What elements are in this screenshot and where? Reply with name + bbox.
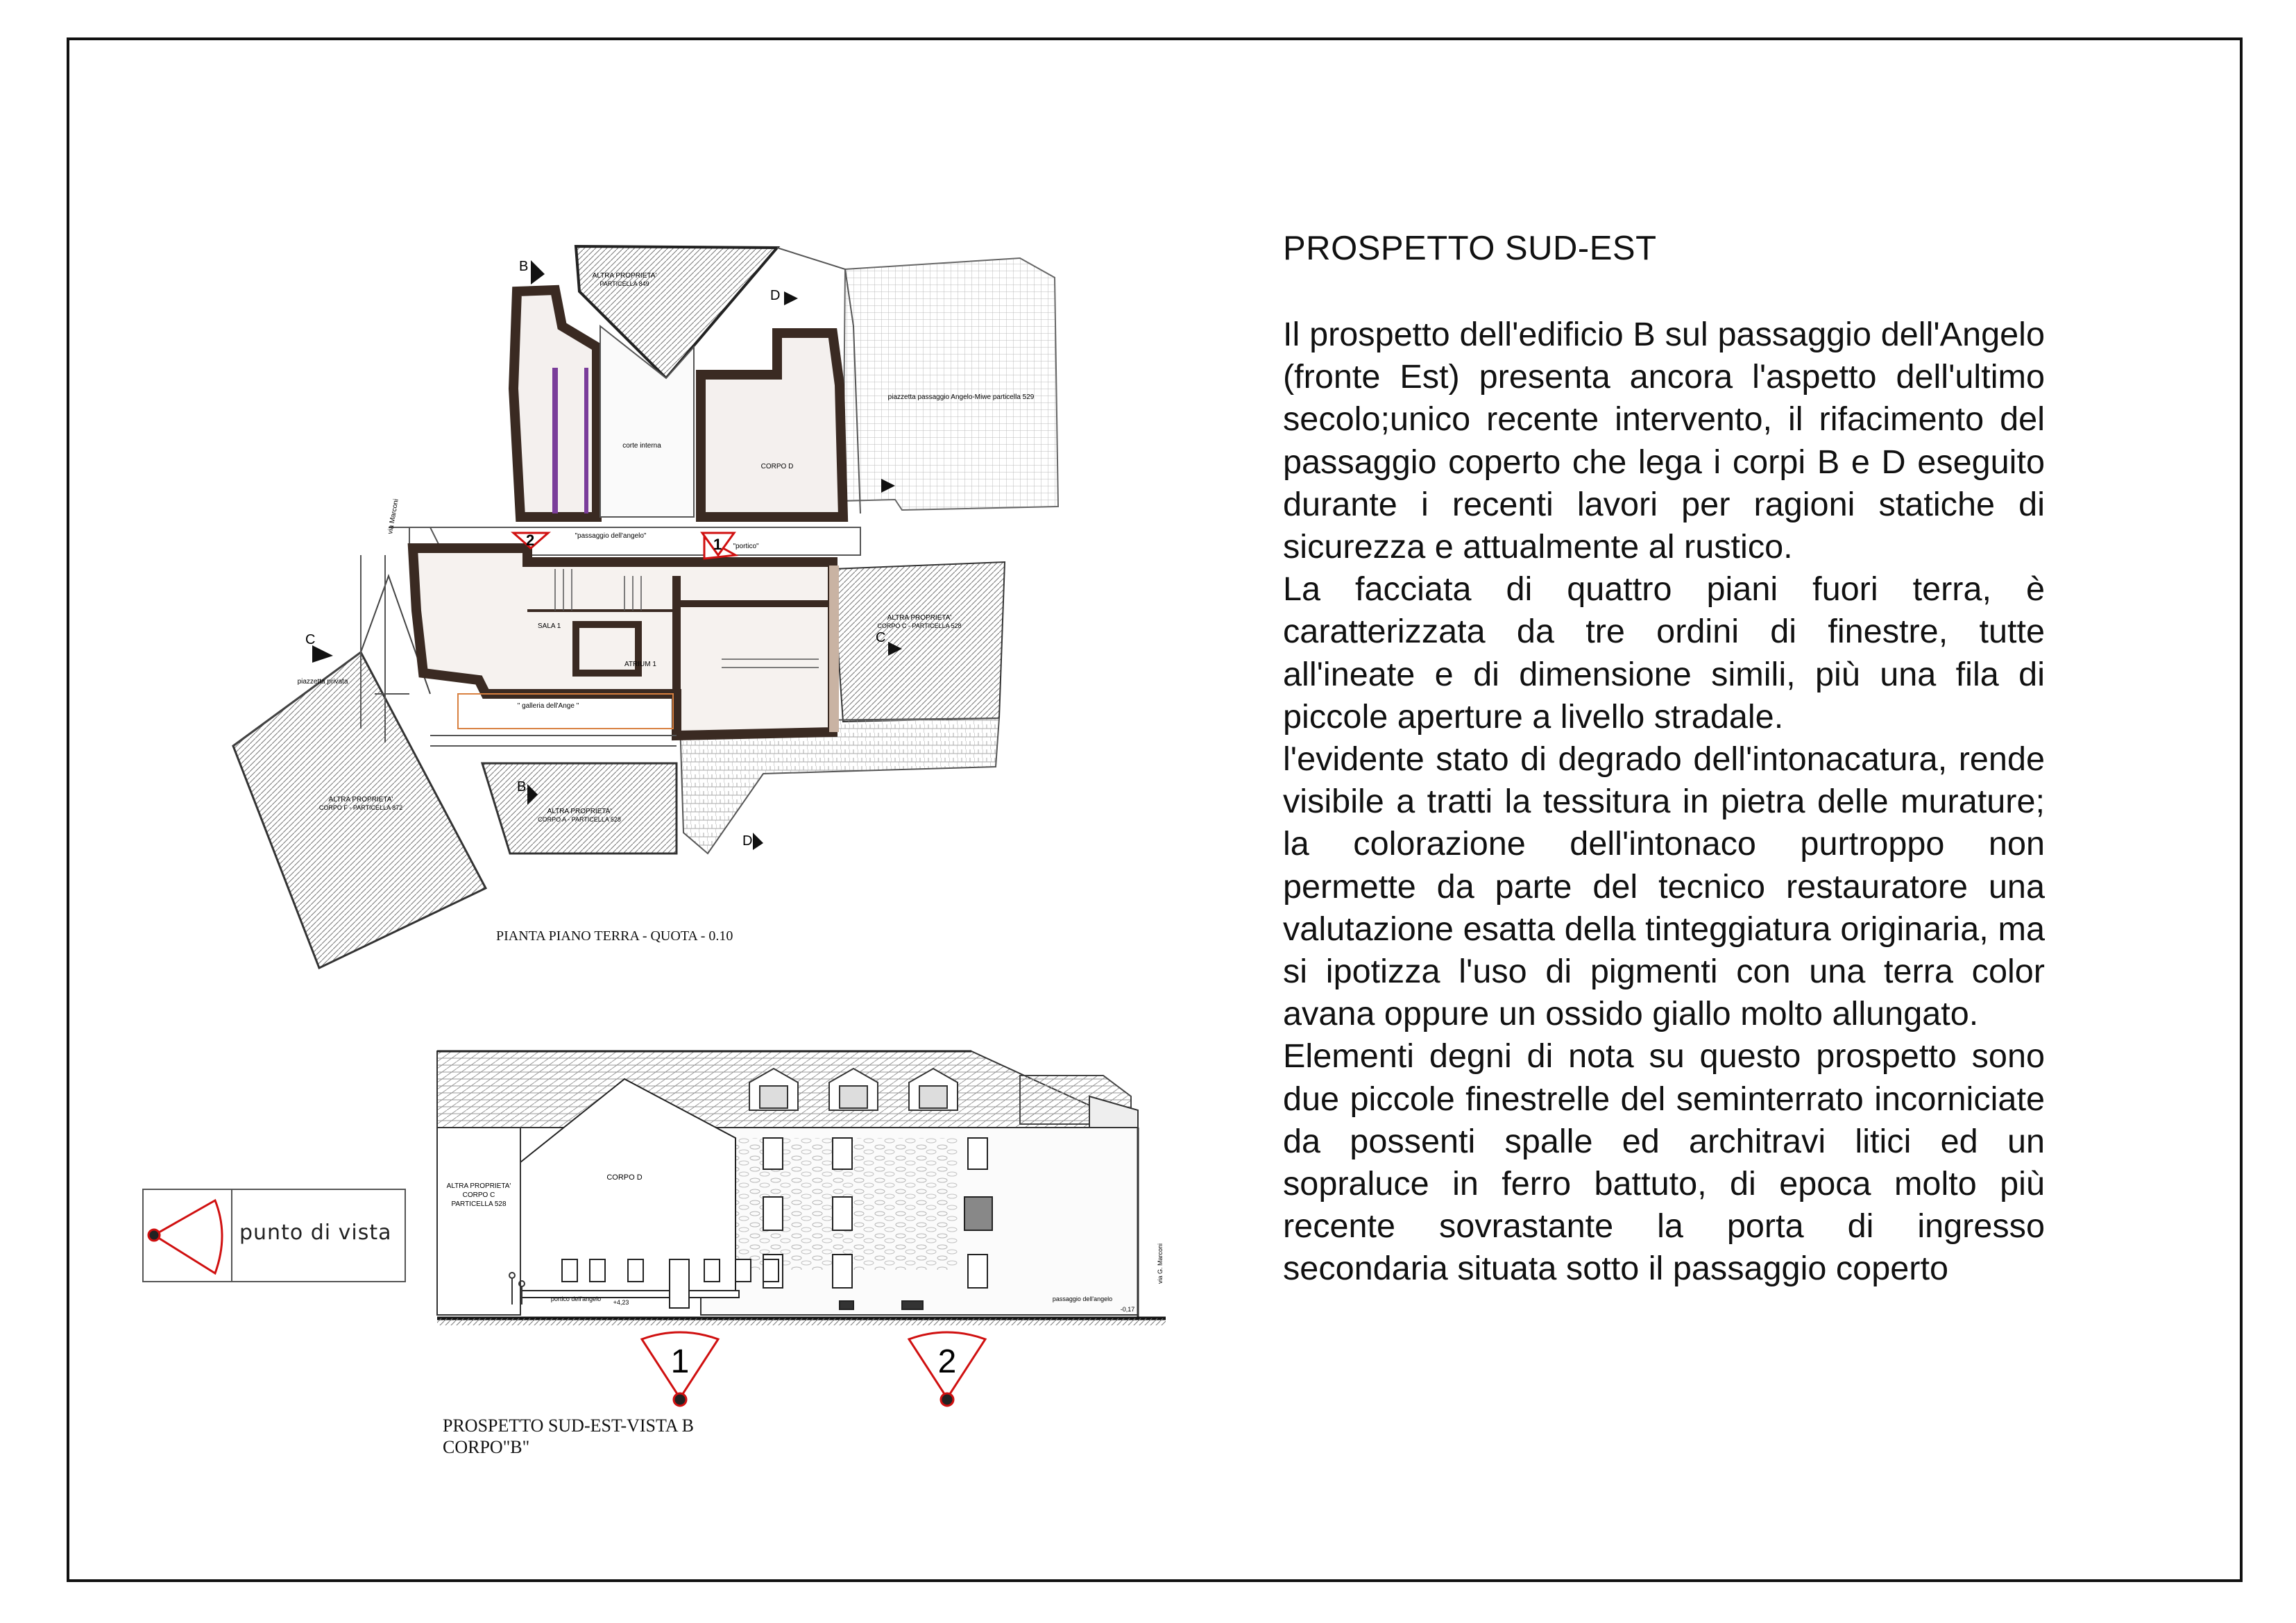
section-d-label-south: D: [742, 833, 753, 849]
elev-label-other: ALTRA PROPRIETA': [446, 1182, 511, 1190]
section-b-label: B: [519, 259, 529, 274]
plan-label-south-property: ALTRA PROPRIETA': [547, 808, 612, 815]
plan-label-corpo-d: CORPO D: [760, 463, 794, 470]
svg-text:2: 2: [526, 532, 535, 549]
ground-floor-plan: [233, 246, 1058, 968]
svg-text:1: 1: [713, 536, 722, 553]
elev-label-corpo-c: CORPO C: [462, 1191, 495, 1199]
section-c-label: C: [305, 632, 316, 647]
elevation-caption-line2: CORPO"B": [443, 1437, 530, 1457]
east-other-property: [833, 562, 1005, 722]
plan-label-north-sub: PARTICELLA 849: [599, 280, 649, 287]
elev-label-quota: +4,23: [613, 1299, 629, 1306]
plan-label-sala: SALA 1: [538, 622, 561, 630]
legend-box: [142, 1189, 406, 1282]
main-building-plan: [413, 548, 833, 736]
paragraph-3: l'evidente stato di degrado dell'intonacatura, rende visibile a tratti la tessitura in pietra delle murature; la colorazione dell'intonaco purtroppo non permette da parte del tecnico restauratore una valutazione esatta della tinteggiatura originaria, ma si ipotizza l'uso di pigmenti con una terra color avana oppure un ossido giallo molto allungato.: [1283, 740, 2045, 1033]
elev-label-corpo-d: CORPO D: [606, 1173, 643, 1182]
plan-label-corte: corte interna: [622, 442, 661, 450]
paragraph-4: Elementi degni di nota su questo prospetto sono due piccole finestrelle del seminterrato incorniciate da possenti spalle ed architravi litici ed un sopraluce in ferro battuto, di epoca molto più recente sovrastante la porta di ingresso secondaria situata sotto il passaggio coperto: [1283, 1037, 2045, 1288]
elev-label-via: via G. Marconi: [1157, 1243, 1164, 1284]
svg-text:2: 2: [937, 1343, 957, 1380]
elevation-caption: [443, 1415, 694, 1458]
paragraph-1: Il prospetto dell'edificio B sul passaggio dell'Angelo (fronte Est) presenta ancora l'aspetto dell'ultimo secolo;unico recente intervento, il rifacimento del passaggio coperto che lega i corpi B e D eseguito durante i recenti lavori per ragioni statiche di sicurezza e attualmente al rustico.: [1283, 316, 2045, 566]
plan-label-north-property: ALTRA PROPRIETA': [592, 272, 657, 280]
plan-label-passaggio: "passaggio dell'angelo": [575, 532, 647, 540]
plan-label-galleria: " galleria dell'Ange ": [517, 702, 579, 710]
sheet-title: PROSPETTO SUD-EST: [1283, 230, 1657, 267]
paragraph-2: La facciata di quattro piani fuori terra, è caratterizzata da tre ordini di finestre, tutte all'ineate e di dimensione simili, più una fila di piccole aperture a livello stradale.: [1283, 570, 2045, 736]
plan-label-atrium: ATRIUM 1: [624, 661, 656, 668]
plan-caption: PIANTA PIANO TERRA - QUOTA - 0.10: [496, 928, 733, 944]
plan-label-piazzetta-privata: piazzetta privata: [297, 678, 348, 686]
elevation-viewpoint-2: [909, 1332, 985, 1406]
elevation-caption-line1: PROSPETTO SUD-EST-VISTA B: [443, 1416, 694, 1436]
plan-label-east-sub: CORPO C - PARTICELLA 528: [877, 622, 962, 629]
section-c-label-east: C: [876, 630, 886, 645]
plan-label-west-sub: CORPO F - PARTICELLA 872: [318, 804, 403, 811]
corpo-d-plan: [701, 333, 843, 517]
plan-label-south-sub: CORPO A - PARTICELLA 528: [538, 816, 621, 823]
piazzetta-grid-area: [843, 258, 1058, 510]
plan-label-portico: "portico": [733, 543, 759, 550]
elev-label-particella: PARTICELLA 528: [451, 1200, 507, 1208]
elevation-viewpoint-1: [642, 1332, 718, 1406]
section-d-label: D: [770, 288, 781, 303]
legend-label: punto di vista: [239, 1221, 392, 1245]
plan-label-via: via Marconi: [386, 498, 400, 535]
south-east-elevation: [437, 1051, 1166, 1406]
elev-label-portico: portico dell'angelo: [550, 1295, 602, 1302]
legend-divider: [231, 1190, 232, 1281]
plan-viewpoint-1: [702, 533, 735, 559]
plan-label-east-property: ALTRA PROPRIETA': [887, 614, 952, 622]
plan-label-west-property: ALTRA PROPRIETA': [328, 796, 393, 804]
elev-label-quota2: -0,17: [1120, 1306, 1135, 1313]
section-b-label-south: B: [517, 779, 527, 794]
dormers: [749, 1069, 958, 1110]
description-text: [1283, 314, 2045, 1291]
svg-text:1: 1: [670, 1343, 690, 1380]
elev-label-passaggio: passaggio dell'angelo: [1052, 1295, 1113, 1302]
plan-label-piazzetta: piazzetta passaggio Angelo-Miwe particella 529: [887, 393, 1035, 401]
